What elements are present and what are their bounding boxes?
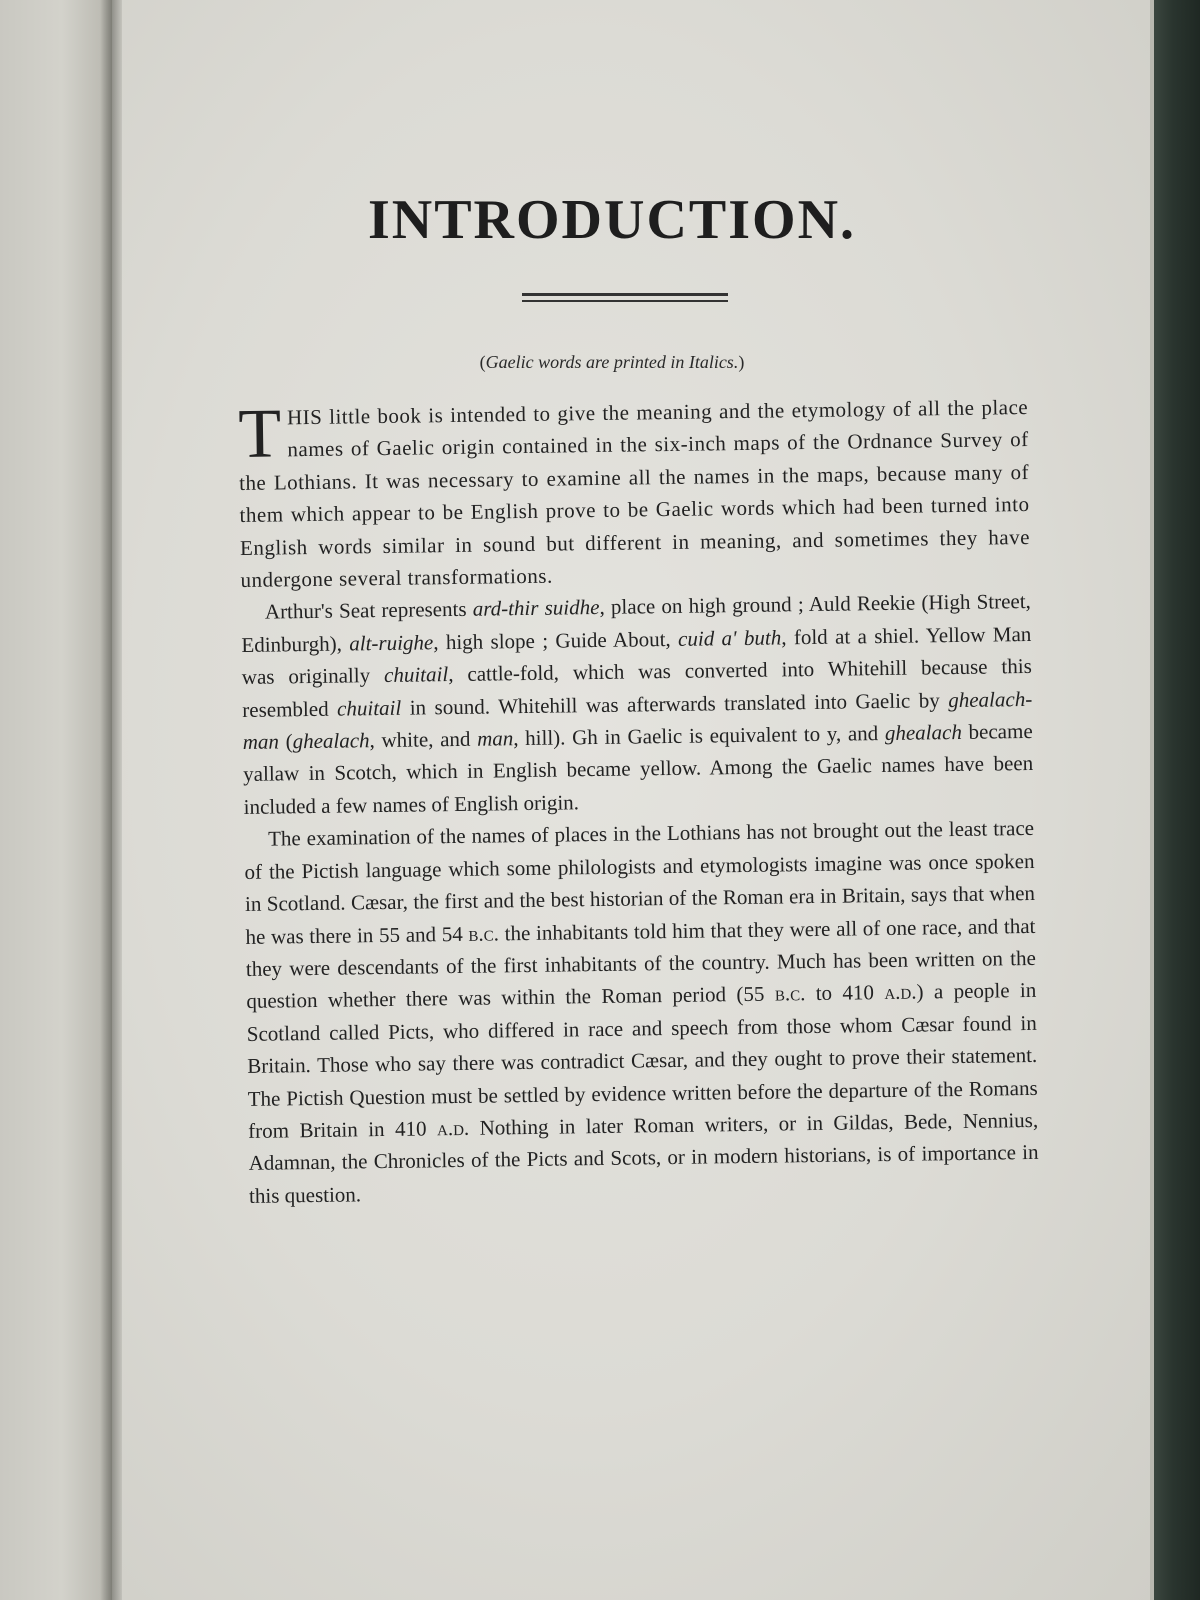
- page-title: INTRODUCTION.: [367, 189, 857, 251]
- facing-page: [0, 0, 112, 1600]
- title-rule-bottom: [522, 300, 728, 302]
- introduction-text: [238, 391, 1039, 1212]
- book-cover-edge: [1154, 0, 1200, 1600]
- italics-note-text: Gaelic words are printed in Italics.: [485, 352, 739, 372]
- paragraph-2: Arthur's Seat represents ard-thir suidhe, place on high ground ; Auld Reekie (High Street, Edinburgh), alt-ruighe, high slope ; Guide About, cuid a' buth, fold at a shiel. Yellow Man was originally chuitail, cattle-fold, which was converted into Whitehill because this resembled chuitail in sound. Whitehill was afterwards translated into Gaelic by ghealach-man (ghealach, white, and man, hill). Gh in Gaelic is equivalent to y, and ghealach became yallaw in Scotch, which in English became yellow. Among the Gaelic names have been included a few names of English origin.: [241, 589, 1034, 819]
- drop-cap: T: [237, 395, 282, 473]
- paragraph-1: [238, 391, 1031, 596]
- title-rule-top: [522, 293, 728, 296]
- paragraph-1-text: HIS little book is intended to give the meaning and the etymology of all the place names of Gaelic origin contained in the six-inch maps of the Ordnance Survey of the Lothians. It was necessary to examine all the names in the maps, because many of them which appear to be English prove to be Gaelic words which had been turned into English words similar in sound but different in meaning, and sometimes they have undergone several transformations.: [238, 394, 1031, 593]
- paragraph-3: The examination of the names of places in the Lothians has not brought out the least trace of the Pictish language which some philologists and etymologists imagine was once spoken in Scotland. Cæsar, the first and the best historian of the Roman era in Britain, says that when he was there in 55 and 54 b.c. the inhabitants told him that they were all of one race, and that they were descendants of the first inhabitants of the country. Much has been written on the question whether there was within the Roman period (55 b.c. to 410 a.d.) a people in Scotland called Picts, who differed in race and speech from those whom Cæsar found in Britain. Those who say there was contradict Cæsar, and they ought to prove their statement. The Pictish Question must be settled by evidence written before the departure of the Romans from Britain in 410 a.d. Nothing in later Roman writers, or in Gildas, Bede, Nennius, Adamnan, the Chronicles of the Picts and Scots, or in modern historians, is of importance in this question.: [244, 816, 1039, 1208]
- italics-note: (Gaelic words are printed in Italics.): [479, 352, 745, 372]
